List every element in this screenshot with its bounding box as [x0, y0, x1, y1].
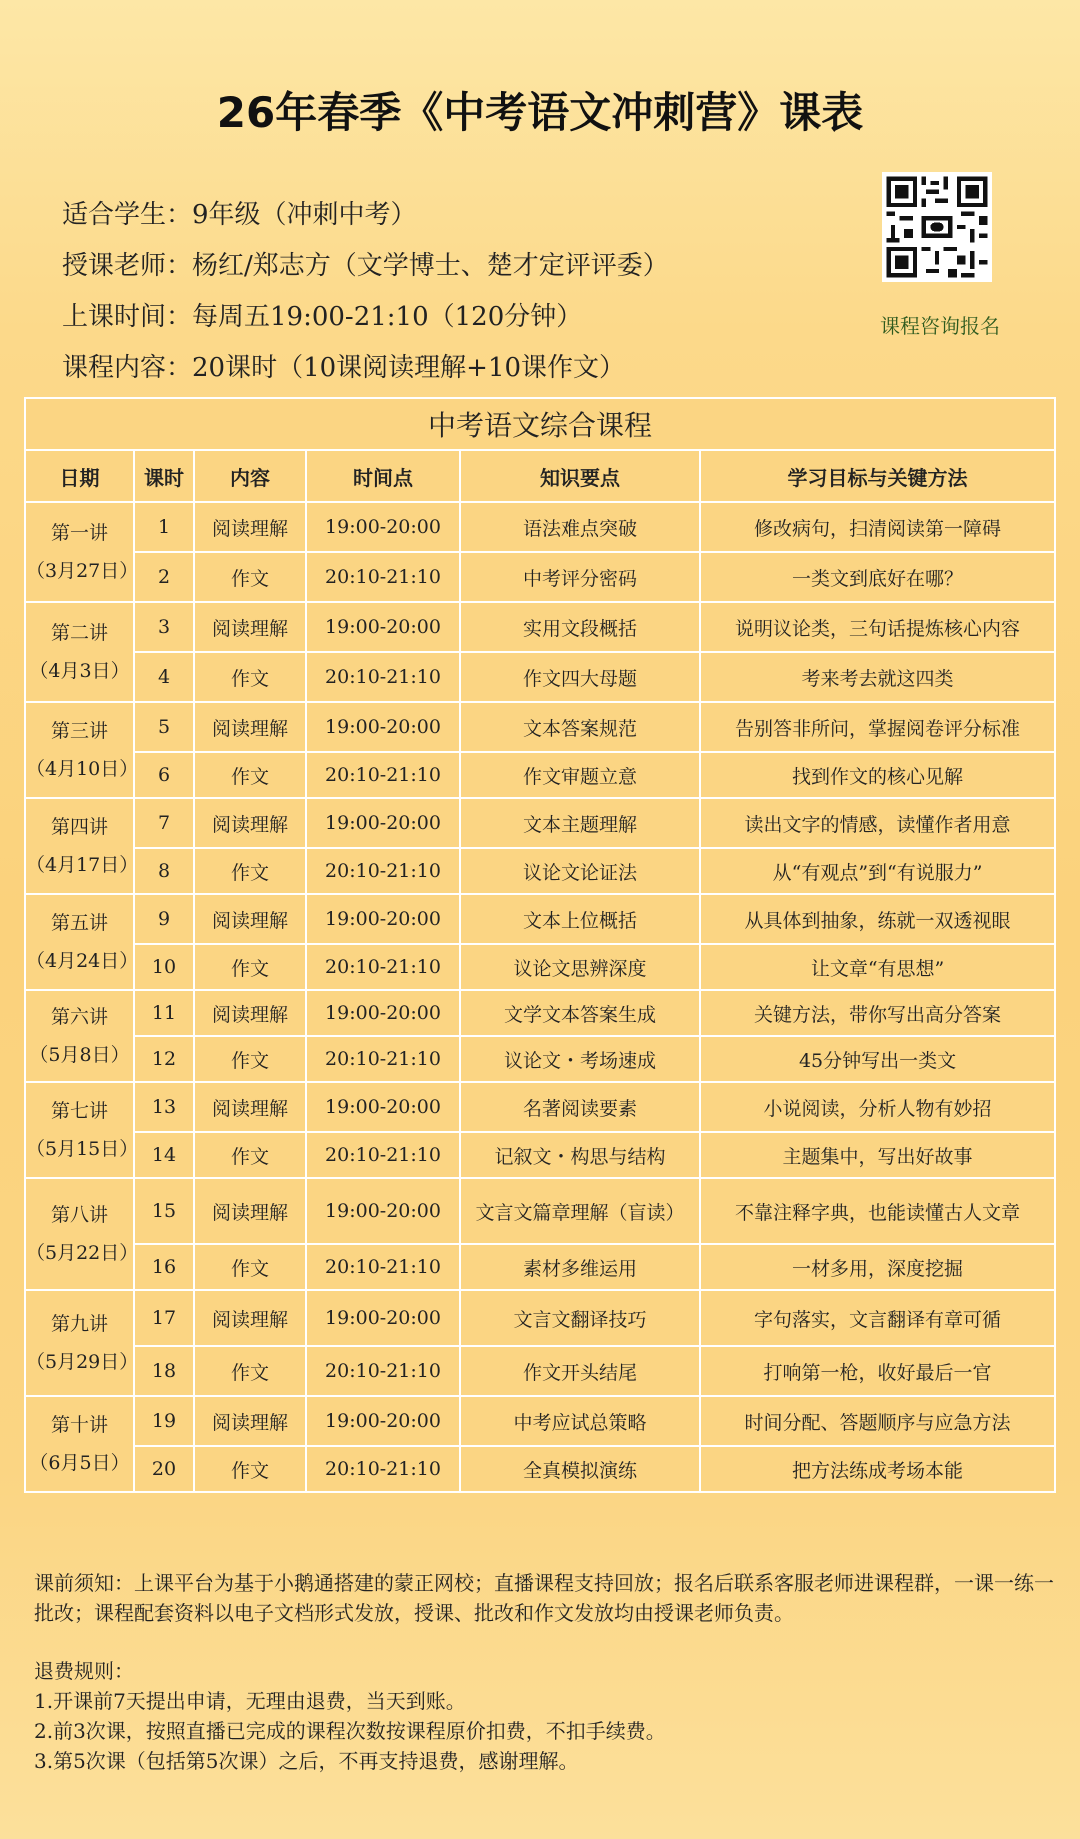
goal-cell: 主题集中，写出好故事: [700, 1132, 1055, 1178]
lecture-date: （4月17日）: [26, 854, 139, 876]
content-type-cell: 作文: [194, 552, 306, 602]
lesson-number-cell: 8: [134, 848, 194, 894]
topic-cell: 文学文本答案生成: [460, 990, 700, 1036]
header-date: 日期: [25, 450, 134, 502]
topic-cell: 中考评分密码: [460, 552, 700, 602]
content-type-cell: 阅读理解: [194, 1082, 306, 1132]
lesson-number-cell: 19: [134, 1396, 194, 1446]
table-row: [25, 1082, 1055, 1132]
lecture-date: （5月22日）: [26, 1242, 139, 1264]
content-type-cell: 阅读理解: [194, 602, 306, 652]
table-row: [25, 1290, 1055, 1346]
lecture-cell: [25, 1082, 139, 1178]
info-content: 课程内容：20课时（10课阅读理解+10课作文）: [62, 353, 626, 383]
lecture-name: 第九讲: [50, 1313, 108, 1335]
refund-rule: 2.前3次课，按照直播已完成的课程次数按课程原价扣费，不扣手续费。: [34, 1719, 666, 1743]
lecture-date: （5月8日）: [29, 1044, 130, 1066]
topic-cell: 文言文篇章理解（盲读）: [460, 1178, 700, 1244]
content-type-cell: 阅读理解: [194, 1178, 306, 1244]
goal-cell: 从具体到抽象，练就一双透视眼: [700, 894, 1055, 944]
header-lesson: 课时: [134, 450, 194, 502]
time-cell: 20:10-21:10: [306, 552, 460, 602]
lesson-number-cell: 4: [134, 652, 194, 702]
table-row: [25, 1178, 1055, 1244]
table-row: [25, 1036, 1055, 1082]
lecture-cell: [25, 502, 139, 602]
course-table: [24, 397, 1056, 1493]
goal-cell: 说明议论类，三句话提炼核心内容: [700, 602, 1055, 652]
info-teachers: 授课老师：杨红/郑志方（文学博士、楚才定评评委）: [62, 251, 669, 281]
lecture-date: （4月3日）: [29, 660, 130, 682]
content-type-cell: 作文: [194, 652, 306, 702]
topic-cell: 中考应试总策略: [460, 1396, 700, 1446]
goal-cell: 打响第一枪，收好最后一官: [700, 1346, 1055, 1396]
course-info: [62, 190, 669, 394]
table-row: [25, 702, 1055, 752]
time-cell: 20:10-21:10: [306, 848, 460, 894]
goal-cell: 让文章“有思想”: [700, 944, 1055, 990]
goal-cell: 修改病句，扫清阅读第一障碍: [700, 502, 1055, 552]
header-goal: 学习目标与关键方法: [700, 450, 1055, 502]
lesson-number-cell: 13: [134, 1082, 194, 1132]
time-cell: 20:10-21:10: [306, 752, 460, 798]
lecture-cell: [25, 1178, 139, 1290]
topic-cell: 语法难点突破: [460, 502, 700, 552]
content-type-cell: 作文: [194, 752, 306, 798]
table-title: 中考语文综合课程: [25, 398, 1055, 450]
topic-cell: 实用文段概括: [460, 602, 700, 652]
lecture-date: （4月24日）: [26, 950, 139, 972]
content-type-cell: 阅读理解: [194, 502, 306, 552]
goal-cell: 45分钟写出一类文: [700, 1036, 1055, 1082]
topic-cell: 文本主题理解: [460, 798, 700, 848]
goal-cell: 字句落实，文言翻译有章可循: [700, 1290, 1055, 1346]
refund-title: 退费规则：: [34, 1659, 134, 1683]
lecture-name: 第二讲: [50, 622, 108, 644]
lecture-cell: [25, 990, 134, 1082]
topic-cell: 议论文・考场速成: [460, 1036, 700, 1082]
lesson-number-cell: 11: [134, 990, 194, 1036]
info-students: 适合学生：9年级（冲刺中考）: [62, 200, 417, 230]
table-row: [25, 1446, 1055, 1492]
table-row: [25, 752, 1055, 798]
time-cell: 19:00-20:00: [306, 1178, 460, 1244]
page-title: 26年春季《中考语文冲刺营》课表: [216, 88, 864, 137]
topic-cell: 名著阅读要素: [460, 1082, 700, 1132]
time-cell: 20:10-21:10: [306, 1446, 460, 1492]
goal-cell: 一材多用，深度挖掘: [700, 1244, 1055, 1290]
lesson-number-cell: 7: [134, 798, 194, 848]
lecture-name: 第四讲: [50, 816, 108, 838]
qr-caption: 课程咨询报名: [880, 314, 1000, 338]
lecture-name: 第八讲: [50, 1204, 108, 1226]
time-cell: 19:00-20:00: [306, 602, 460, 652]
lesson-number-cell: 12: [134, 1036, 194, 1082]
notes: [34, 1568, 1054, 1776]
content-type-cell: 阅读理解: [194, 1290, 306, 1346]
table-row: [25, 502, 1055, 552]
topic-cell: 全真模拟演练: [460, 1446, 700, 1492]
lecture-name: 第一讲: [50, 522, 108, 544]
table-row: [25, 894, 1055, 944]
topic-cell: 文本上位概括: [460, 894, 700, 944]
content-type-cell: 作文: [194, 1446, 306, 1492]
content-type-cell: 作文: [194, 1132, 306, 1178]
table-row: [25, 944, 1055, 990]
goal-cell: 读出文字的情感，读懂作者用意: [700, 798, 1055, 848]
goal-cell: 关键方法，带你写出高分答案: [700, 990, 1055, 1036]
lesson-number-cell: 16: [134, 1244, 194, 1290]
goal-cell: 考来考去就这四类: [700, 652, 1055, 702]
content-type-cell: 作文: [194, 1244, 306, 1290]
lesson-number-cell: 9: [134, 894, 194, 944]
refund-rule: 3.第5次课（包括第5次课）之后，不再支持退费，感谢理解。: [34, 1749, 579, 1773]
lesson-number-cell: 10: [134, 944, 194, 990]
goal-cell: 一类文到底好在哪？: [700, 552, 1055, 602]
time-cell: 20:10-21:10: [306, 1346, 460, 1396]
goal-cell: 把方法练成考场本能: [700, 1446, 1055, 1492]
content-type-cell: 作文: [194, 1346, 306, 1396]
qr-code-icon[interactable]: [882, 172, 992, 282]
table-row: [25, 552, 1055, 602]
content-type-cell: 阅读理解: [194, 894, 306, 944]
lecture-cell: [25, 1290, 139, 1396]
lecture-cell: [25, 1396, 134, 1492]
time-cell: 20:10-21:10: [306, 652, 460, 702]
lecture-cell: [25, 702, 139, 798]
content-type-cell: 作文: [194, 1036, 306, 1082]
lesson-number-cell: 14: [134, 1132, 194, 1178]
time-cell: 19:00-20:00: [306, 702, 460, 752]
lesson-number-cell: 6: [134, 752, 194, 798]
topic-cell: 文言文翻译技巧: [460, 1290, 700, 1346]
table-row: [25, 1346, 1055, 1396]
lecture-date: （3月27日）: [26, 560, 139, 582]
goal-cell: 从“有观点”到“有说服力”: [700, 848, 1055, 894]
time-cell: 19:00-20:00: [306, 1082, 460, 1132]
lesson-number-cell: 1: [134, 502, 194, 552]
lesson-number-cell: 18: [134, 1346, 194, 1396]
time-cell: 19:00-20:00: [306, 798, 460, 848]
goal-cell: 小说阅读，分析人物有妙招: [700, 1082, 1055, 1132]
lesson-number-cell: 20: [134, 1446, 194, 1492]
table-row: [25, 602, 1055, 652]
table-row: [25, 1132, 1055, 1178]
table-row: [25, 1396, 1055, 1446]
lecture-name: 第六讲: [50, 1006, 108, 1028]
content-type-cell: 阅读理解: [194, 798, 306, 848]
goal-cell: 不靠注释字典，也能读懂古人文章: [700, 1178, 1055, 1244]
topic-cell: 素材多维运用: [460, 1244, 700, 1290]
lecture-name: 第五讲: [50, 912, 108, 934]
table-row: [25, 848, 1055, 894]
topic-cell: 作文开头结尾: [460, 1346, 700, 1396]
table-row: [25, 798, 1055, 848]
goal-cell: 时间分配、答题顺序与应急方法: [700, 1396, 1055, 1446]
lecture-date: （4月10日）: [26, 758, 139, 780]
content-type-cell: 阅读理解: [194, 702, 306, 752]
content-type-cell: 作文: [194, 944, 306, 990]
lecture-date: （5月15日）: [26, 1138, 139, 1160]
lecture-cell: [25, 798, 139, 894]
header-time: 时间点: [306, 450, 460, 502]
time-cell: 19:00-20:00: [306, 990, 460, 1036]
content-type-cell: 阅读理解: [194, 1396, 306, 1446]
topic-cell: 文本答案规范: [460, 702, 700, 752]
lesson-number-cell: 3: [134, 602, 194, 652]
lecture-name: 第七讲: [50, 1100, 108, 1122]
lesson-number-cell: 17: [134, 1290, 194, 1346]
info-time: 上课时间：每周五19:00-21:10（120分钟）: [62, 302, 583, 332]
topic-cell: 作文审题立意: [460, 752, 700, 798]
content-type-cell: 作文: [194, 848, 306, 894]
goal-cell: 找到作文的核心见解: [700, 752, 1055, 798]
goal-cell: 告别答非所问，掌握阅卷评分标准: [700, 702, 1055, 752]
refund-rule: 1.开课前7天提出申请，无理由退费，当天到账。: [34, 1689, 466, 1713]
table-row: [25, 1244, 1055, 1290]
time-cell: 19:00-20:00: [306, 1396, 460, 1446]
lecture-name: 第三讲: [50, 720, 108, 742]
pre-class-note: 课前须知：上课平台为基于小鹅通搭建的蒙正网校；直播课程支持回放；报名后联系客服老师进课程群，一课一练一批改；课程配套资料以电子文档形式发放，授课、批改和作文发放均由授课老师负责。: [34, 1571, 1054, 1625]
lesson-number-cell: 15: [134, 1178, 194, 1244]
time-cell: 19:00-20:00: [306, 1290, 460, 1346]
topic-cell: 议论文论证法: [460, 848, 700, 894]
lecture-date: （6月5日）: [29, 1452, 130, 1474]
topic-cell: 作文四大母题: [460, 652, 700, 702]
time-cell: 20:10-21:10: [306, 1036, 460, 1082]
table-row: [25, 990, 1055, 1036]
header-content: 内容: [194, 450, 306, 502]
time-cell: 20:10-21:10: [306, 1132, 460, 1178]
time-cell: 20:10-21:10: [306, 1244, 460, 1290]
lecture-date: （5月29日）: [26, 1351, 139, 1373]
time-cell: 19:00-20:00: [306, 502, 460, 552]
lesson-number-cell: 5: [134, 702, 194, 752]
lecture-cell: [25, 894, 139, 990]
content-type-cell: 阅读理解: [194, 990, 306, 1036]
time-cell: 20:10-21:10: [306, 944, 460, 990]
lecture-name: 第十讲: [50, 1414, 108, 1436]
header-topic: 知识要点: [460, 450, 700, 502]
topic-cell: 记叙文・构思与结构: [460, 1132, 700, 1178]
lecture-cell: [25, 602, 134, 702]
lesson-number-cell: 2: [134, 552, 194, 602]
time-cell: 19:00-20:00: [306, 894, 460, 944]
table-row: [25, 652, 1055, 702]
topic-cell: 议论文思辨深度: [460, 944, 700, 990]
